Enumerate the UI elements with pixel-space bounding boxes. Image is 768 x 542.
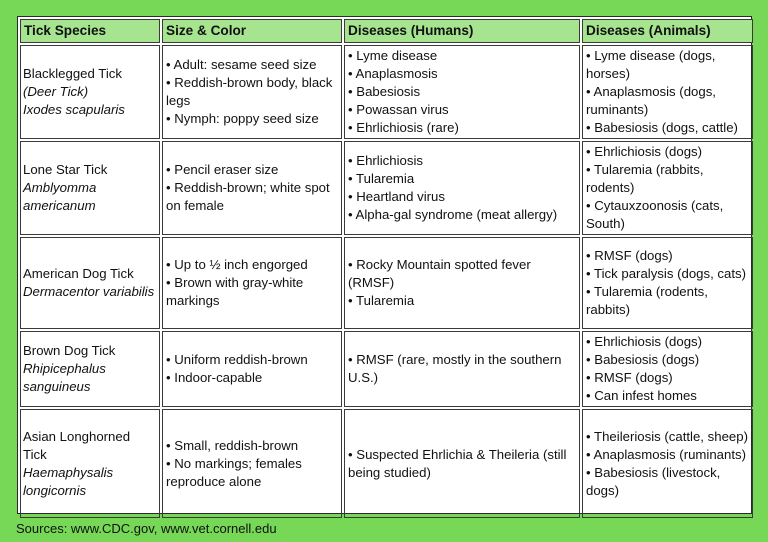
species-scientific-name: Rhipicephalus sanguineus [23, 361, 106, 394]
bullet-item: • Cytauxzoonosis (cats, South) [586, 198, 724, 231]
bullet-item: • Anaplasmosis (dogs, ruminants) [586, 84, 716, 117]
diseases-animals-cell [582, 141, 753, 235]
table-row [20, 409, 753, 518]
bullet-item: • Indoor-capable [166, 370, 263, 385]
species-cell [20, 141, 160, 235]
bullet-item: • Rocky Mountain spotted fever (RMSF) [348, 257, 531, 290]
bullet-item: • Pencil eraser size [166, 162, 279, 177]
tick-table-container [17, 16, 752, 514]
bullet-item: • Tularemia [348, 171, 415, 186]
bullet-item: • Nymph: poppy seed size [166, 111, 319, 126]
bullet-item: • Anaplasmosis (ruminants) [586, 446, 746, 462]
species-scientific-name: (Deer Tick) [23, 84, 89, 99]
diseases-humans-cell [344, 331, 580, 407]
bullet-item: • Adult: sesame seed size [166, 57, 317, 72]
bullet-item: • Babesiosis (dogs, cattle) [586, 120, 738, 135]
diseases-animals-cell [582, 409, 753, 518]
table-row [20, 141, 753, 235]
header-diseases-humans: Diseases (Humans) [344, 19, 580, 43]
header-size-color: Size & Color [162, 19, 342, 43]
bullet-item: • Theileriosis (cattle, sheep) [586, 428, 748, 444]
sources-note: Sources: www.CDC.gov, www.vet.cornell.edu [16, 521, 277, 536]
species-common-name: Brown Dog Tick [23, 343, 116, 358]
bullet-item: • RMSF (rare, mostly in the southern U.S.) [348, 352, 562, 385]
size-color-cell [162, 331, 342, 407]
bullet-item: • RMSF (dogs) [586, 248, 673, 263]
bullet-item: • Lyme disease [348, 48, 438, 63]
bullet-item: • Reddish-brown body, black legs [166, 75, 333, 108]
bullet-item: • Babesiosis [348, 84, 421, 99]
diseases-humans-cell [344, 141, 580, 235]
size-color-cell [162, 409, 342, 518]
species-common-name: American Dog Tick [23, 266, 134, 281]
diseases-humans-cell [344, 45, 580, 139]
bullet-item: • Babesiosis (livestock, dogs) [586, 464, 721, 498]
diseases-humans-cell [344, 409, 580, 518]
header-diseases-animals: Diseases (Animals) [582, 19, 753, 43]
size-color-cell [162, 45, 342, 139]
bullet-item: • Alpha-gal syndrome (meat allergy) [348, 207, 558, 222]
bullet-item: • Lyme disease (dogs, horses) [586, 48, 716, 81]
bullet-item: • Tularemia (rodents, rabbits) [586, 284, 708, 317]
species-cell [20, 331, 160, 407]
diseases-humans-cell [344, 237, 580, 329]
bullet-item: • Tularemia (rabbits, rodents) [586, 162, 704, 195]
species-common-name: Lone Star Tick [23, 162, 108, 177]
table-body [20, 45, 753, 518]
bullet-item: • Can infest homes [586, 388, 697, 403]
bullet-item: • Ehrlichiosis [348, 153, 423, 168]
bullet-item: • Up to ½ inch engorged [166, 257, 308, 272]
species-cell [20, 45, 160, 139]
species-common-name: Asian Longhorned Tick [23, 428, 131, 462]
bullet-item: • Anaplasmosis [348, 66, 438, 81]
species-scientific-name: Amblyomma americanum [23, 180, 97, 213]
tick-species-table [18, 17, 755, 520]
bullet-item: • No markings; females reproduce alone [166, 455, 302, 489]
species-scientific-name: Dermacentor variabilis [23, 284, 155, 299]
header-tick-species: Tick Species [20, 19, 160, 43]
species-cell [20, 409, 160, 518]
bullet-item: • Reddish-brown; white spot on female [166, 180, 330, 213]
diseases-animals-cell [582, 45, 753, 139]
bullet-item: • Uniform reddish-brown [166, 352, 308, 367]
bullet-item: • RMSF (dogs) [586, 370, 673, 385]
size-color-cell [162, 237, 342, 329]
species-common-name: Blacklegged Tick [23, 66, 122, 81]
bullet-item: • Ehrlichiosis (rare) [348, 120, 459, 135]
species-cell [20, 237, 160, 329]
size-color-cell [162, 141, 342, 235]
bullet-item: • Powassan virus [348, 102, 449, 117]
species-scientific-name: Haemaphysalis longicornis [23, 464, 114, 498]
bullet-item: • Ehrlichiosis (dogs) [586, 334, 703, 349]
bullet-item: • Ehrlichiosis (dogs) [586, 144, 703, 159]
table-row [20, 45, 753, 139]
bullet-item: • Small, reddish-brown [166, 437, 299, 453]
bullet-item: • Heartland virus [348, 189, 445, 204]
bullet-item: • Brown with gray-white markings [166, 275, 304, 308]
species-scientific-name: Ixodes scapularis [23, 102, 125, 117]
bullet-item: • Tularemia [348, 293, 415, 308]
bullet-item: • Suspected Ehrlichia & Theileria (still being studied) [348, 446, 567, 480]
header-row [20, 19, 753, 43]
diseases-animals-cell [582, 237, 753, 329]
bullet-item: • Tick paralysis (dogs, cats) [586, 266, 746, 281]
table-row [20, 331, 753, 407]
diseases-animals-cell [582, 331, 753, 407]
table-header [20, 19, 753, 43]
table-row [20, 237, 753, 329]
bullet-item: • Babesiosis (dogs) [586, 352, 700, 367]
